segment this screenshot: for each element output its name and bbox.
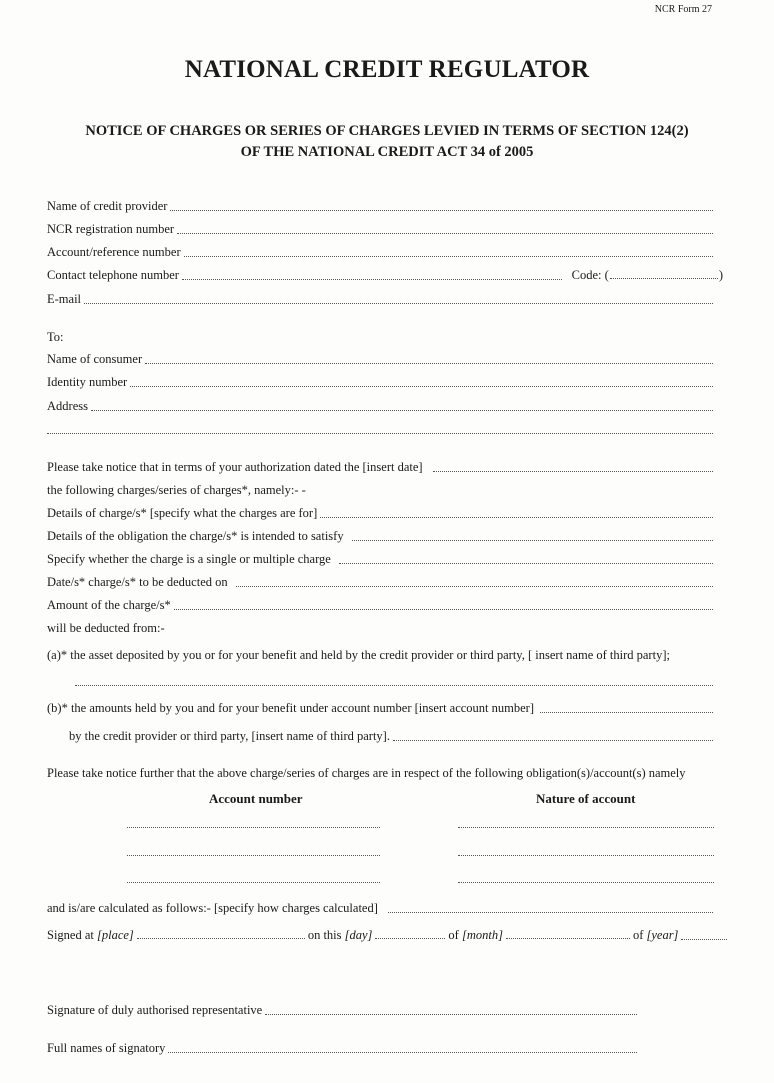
charge-details-line[interactable] — [320, 516, 713, 518]
account-reference-label: Account/reference number — [47, 245, 181, 259]
third-party-name-line[interactable] — [75, 684, 713, 686]
identity-number-line[interactable] — [130, 385, 713, 387]
obligation-details-line[interactable] — [352, 539, 713, 541]
address-field[interactable] — [47, 397, 714, 415]
option-b-field[interactable] — [47, 699, 714, 717]
option-b-third-party-line[interactable] — [393, 739, 713, 741]
of-month-label: of — [448, 928, 459, 942]
single-multiple-label: Specify whether the charge is a single or multiple charge — [47, 552, 331, 566]
deduction-dates-field[interactable] — [47, 573, 714, 591]
deducted-from-label: will be deducted from:- — [47, 621, 165, 635]
signed-at-label: Signed at — [47, 928, 94, 942]
code-label: Code: ( — [571, 268, 609, 282]
option-b-cont-label: by the credit provider or third party, [insert name of third party]. — [69, 729, 390, 743]
address-line-1[interactable] — [91, 409, 713, 411]
charge-amount-line[interactable] — [174, 608, 713, 610]
nature-of-account-line-2[interactable] — [458, 854, 714, 856]
consumer-name-field[interactable] — [47, 350, 714, 368]
place-line[interactable] — [137, 937, 305, 939]
full-names-label: Full names of signatory — [47, 1041, 166, 1055]
ncr-registration-field[interactable] — [47, 220, 714, 238]
address-line-2[interactable] — [47, 432, 713, 434]
calculation-line[interactable] — [388, 911, 713, 913]
account-reference-line[interactable] — [184, 255, 713, 257]
on-this-label: on this — [307, 928, 342, 942]
year-label: [year] — [646, 928, 679, 942]
consumer-name-line[interactable] — [145, 362, 713, 364]
charge-details-field[interactable] — [47, 504, 714, 522]
third-party-name-field[interactable] — [75, 672, 714, 690]
option-a-label: (a)* the asset deposited by you or for your benefit and held by the credit provider or third party, [ insert name of third party]; — [47, 648, 670, 662]
email-label: E-mail — [47, 292, 82, 306]
option-b-third-party-field[interactable] — [69, 727, 714, 745]
authorization-date-label: Please take notice that in terms of your authorization dated the [insert date] — [47, 460, 423, 474]
code-close: ) — [718, 268, 723, 282]
form-number: NCR Form 27 — [654, 4, 712, 15]
place-label: [place] — [97, 928, 134, 942]
form-title: NATIONAL CREDIT REGULATOR — [184, 56, 590, 83]
charge-amount-label: Amount of the charge/s* — [47, 598, 171, 612]
authorization-date-line[interactable] — [433, 470, 713, 472]
consumer-name-label: Name of consumer — [47, 352, 143, 366]
contact-telephone-field[interactable] — [47, 266, 723, 284]
account-number-header: Account number — [209, 791, 303, 806]
signature-label: Signature of duly authorised representative — [47, 1003, 263, 1017]
identity-number-field[interactable] — [47, 373, 714, 391]
signature-field[interactable] — [47, 1001, 638, 1019]
year-line[interactable] — [681, 938, 727, 940]
contact-telephone-label: Contact telephone number — [47, 268, 179, 282]
obligation-details-field[interactable] — [47, 527, 714, 545]
credit-provider-name-line[interactable] — [170, 209, 713, 211]
nature-of-account-line-3[interactable] — [458, 881, 714, 883]
obligation-details-label: Details of the obligation the charge/s* is intended to satisfy — [47, 529, 344, 543]
calculation-label: and is/are calculated as follows:- [specify how charges calculated] — [47, 901, 378, 915]
charge-details-label: Details of charge/s* [specify what the charges are for] — [47, 506, 318, 520]
day-label: [day] — [344, 928, 373, 942]
nature-of-account-line-1[interactable] — [458, 826, 714, 828]
month-line[interactable] — [506, 937, 630, 939]
full-names-line[interactable] — [168, 1051, 637, 1053]
signature-line[interactable] — [265, 1013, 637, 1015]
day-line[interactable] — [375, 937, 445, 939]
subtitle-line-1: NOTICE OF CHARGES OR SERIES OF CHARGES LEVIED IN TERMS OF SECTION 124(2) — [85, 123, 689, 139]
account-number-line-1[interactable] — [127, 826, 380, 828]
calculation-field[interactable] — [47, 899, 714, 917]
single-multiple-line[interactable] — [339, 562, 713, 564]
address-continuation-field[interactable] — [47, 420, 714, 438]
address-label: Address — [47, 399, 88, 413]
credit-provider-name-field[interactable] — [47, 197, 714, 215]
signed-at-field[interactable] — [47, 926, 728, 944]
authorization-date-field[interactable] — [47, 458, 714, 476]
email-line[interactable] — [84, 302, 713, 304]
account-number-line-2[interactable] — [127, 854, 380, 856]
credit-provider-name-label: Name of credit provider — [47, 199, 168, 213]
code-line[interactable] — [610, 277, 718, 279]
charge-amount-field[interactable] — [47, 596, 714, 614]
ncr-registration-label: NCR registration number — [47, 222, 175, 236]
account-number-line[interactable] — [540, 711, 713, 713]
email-field[interactable] — [47, 290, 714, 308]
of-year-label: of — [632, 928, 644, 942]
form-subtitle — [0, 121, 774, 163]
following-charges-label: the following charges/series of charges*, namely:- - — [47, 483, 306, 497]
contact-telephone-line[interactable] — [182, 278, 562, 280]
ncr-registration-line[interactable] — [177, 232, 713, 234]
nature-of-account-header: Nature of account — [536, 791, 636, 806]
deduction-dates-label: Date/s* charge/s* to be deducted on — [47, 575, 228, 589]
full-names-field[interactable] — [47, 1039, 638, 1057]
month-label: [month] — [461, 928, 503, 942]
subtitle-line-2: OF THE NATIONAL CREDIT ACT 34 of 2005 — [240, 144, 534, 160]
deduction-dates-line[interactable] — [236, 585, 713, 587]
account-reference-field[interactable] — [47, 243, 714, 261]
account-number-line-3[interactable] — [127, 881, 380, 883]
single-multiple-field[interactable] — [47, 550, 714, 568]
identity-number-label: Identity number — [47, 375, 128, 389]
to-label: To: — [47, 330, 64, 344]
option-b-label: (b)* the amounts held by you and for your benefit under account number [insert account number] — [47, 701, 534, 715]
further-notice-label: Please take notice further that the above charge/series of charges are in respect of the following obligation(s)/account(s) namely — [47, 766, 686, 780]
